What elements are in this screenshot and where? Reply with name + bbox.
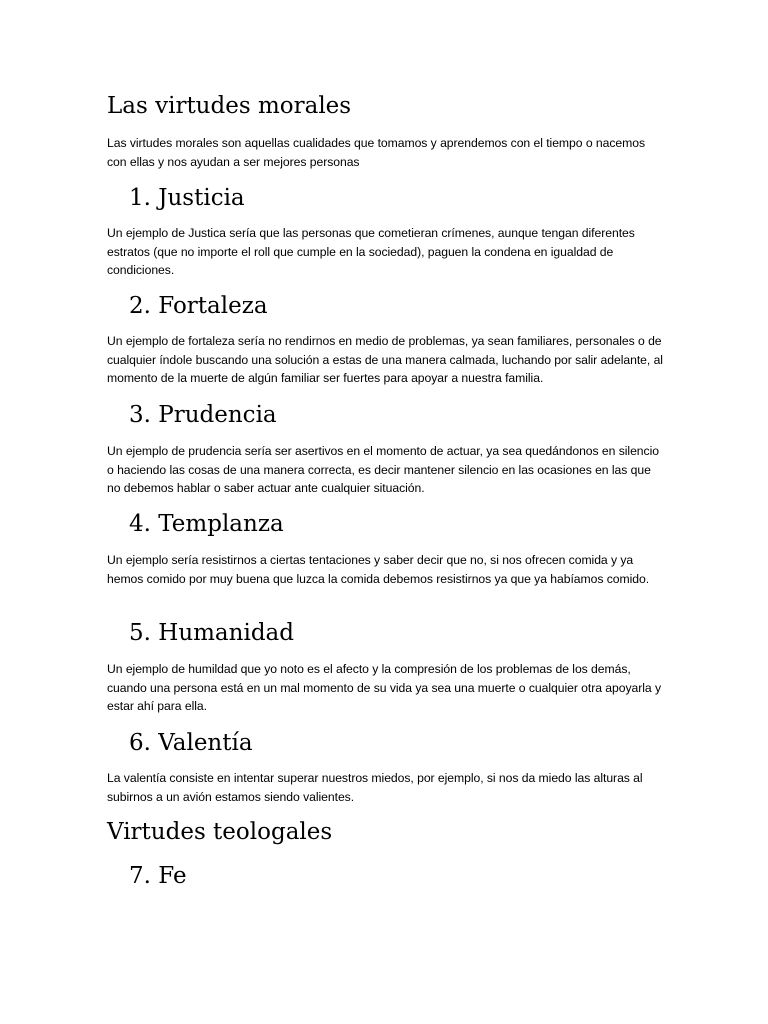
section-heading-fe: 7. Fe bbox=[129, 863, 187, 889]
section-heading-valentia: 6. Valentía bbox=[129, 730, 253, 756]
document-title: Las virtudes morales bbox=[107, 93, 352, 119]
section-text-templanza: Un ejemplo sería resistirnos a ciertas tentaciones y saber decir que no, si nos ofrecen comida y ya hemos comido por muy buena que luzca la comida debemos resistirnos ya que ya habíamos comido. bbox=[107, 553, 650, 586]
section-text-valentia: La valentía consiste en intentar superar nuestros miedos, por ejemplo, si nos da miedo las alturas al subirnos a un avión estamos siendo valientes. bbox=[107, 771, 643, 804]
section-text-justicia: Un ejemplo de Justica sería que las personas que cometieran crímenes, aunque tengan diferentes estratos (que no importe el roll que cumple en la sociedad), paguen la condena en igualdad de condiciones. bbox=[107, 226, 635, 277]
section-text-fortaleza: Un ejemplo de fortaleza sería no rendirnos en medio de problemas, ya sean familiares, personales o de cualquier índole buscando una solución a estas de una manera calmada, luchando por salir adelante, al momento de la muerte de algún familiar ser fuertes para apoyar a nuestra familia. bbox=[107, 334, 663, 385]
section-heading-templanza: 4. Templanza bbox=[129, 511, 284, 537]
section-heading-prudencia: 3. Prudencia bbox=[129, 402, 277, 428]
intro-paragraph: Las virtudes morales son aquellas cualidades que tomamos y aprendemos con el tiempo o nacemos con ellas y nos ayudan a ser mejores personas bbox=[107, 136, 645, 169]
section-text-prudencia: Un ejemplo de prudencia sería ser asertivos en el momento de actuar, ya sea quedándonos en silencio o haciendo las cosas de una manera correcta, es decir mantener silencio en las ocasiones en las que no debemos hablar o saber actuar ante cualquier situación. bbox=[107, 444, 659, 495]
section-heading-fortaleza: 2. Fortaleza bbox=[129, 293, 268, 319]
section-heading-justicia: 1. Justicia bbox=[129, 185, 245, 211]
section-text-humanidad: Un ejemplo de humildad que yo noto es el afecto y la compresión de los problemas de los demás, cuando una persona está en un mal momento de su vida ya sea una muerte o cualquier otra apoyarla y estar ahí para ella. bbox=[107, 662, 662, 713]
subtitle-virtudes-teologales: Virtudes teologales bbox=[107, 819, 333, 845]
section-heading-humanidad: 5. Humanidad bbox=[129, 620, 294, 646]
